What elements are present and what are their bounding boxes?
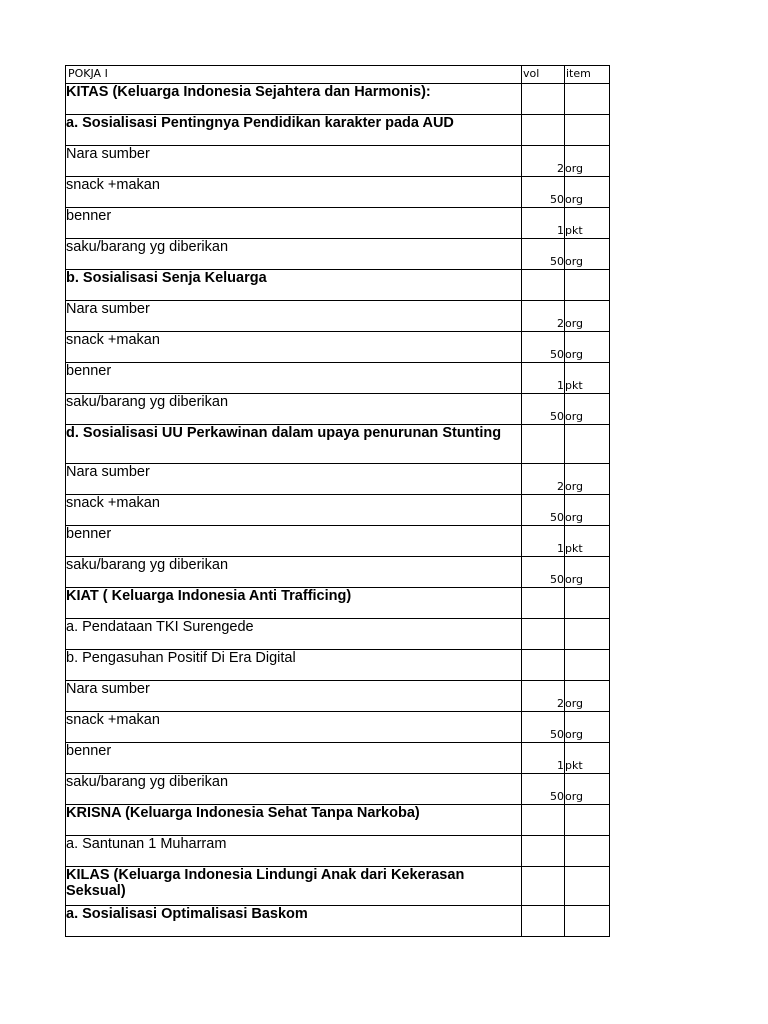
row-description[interactable]: benner: [66, 208, 522, 239]
row-vol[interactable]: 2: [522, 681, 565, 712]
row-item[interactable]: [565, 425, 610, 464]
row-item[interactable]: org: [565, 681, 610, 712]
row-vol[interactable]: 2: [522, 464, 565, 495]
table-row: [66, 425, 610, 464]
row-vol[interactable]: 2: [522, 146, 565, 177]
row-item[interactable]: [565, 115, 610, 146]
row-item[interactable]: pkt: [565, 363, 610, 394]
row-vol[interactable]: 1: [522, 363, 565, 394]
table-body: [66, 66, 610, 937]
row-vol[interactable]: 1: [522, 743, 565, 774]
row-description[interactable]: saku/barang yg diberikan: [66, 394, 522, 425]
budget-table: [65, 65, 610, 937]
table-row: [66, 712, 610, 743]
row-description[interactable]: saku/barang yg diberikan: [66, 557, 522, 588]
table-row: [66, 495, 610, 526]
row-vol[interactable]: [522, 588, 565, 619]
row-description[interactable]: snack +makan: [66, 712, 522, 743]
row-description[interactable]: saku/barang yg diberikan: [66, 774, 522, 805]
row-description[interactable]: Nara sumber: [66, 681, 522, 712]
table-row: [66, 906, 610, 937]
row-vol[interactable]: 50: [522, 394, 565, 425]
row-vol[interactable]: [522, 115, 565, 146]
table-row: [66, 836, 610, 867]
row-vol[interactable]: [522, 805, 565, 836]
row-vol[interactable]: [522, 836, 565, 867]
row-vol[interactable]: 50: [522, 239, 565, 270]
row-description[interactable]: Nara sumber: [66, 464, 522, 495]
table-row: [66, 146, 610, 177]
row-item[interactable]: org: [565, 712, 610, 743]
row-item[interactable]: org: [565, 464, 610, 495]
row-item[interactable]: pkt: [565, 526, 610, 557]
row-item[interactable]: pkt: [565, 208, 610, 239]
table-row: [66, 301, 610, 332]
table-row: [66, 588, 610, 619]
row-description[interactable]: benner: [66, 743, 522, 774]
row-item[interactable]: org: [565, 495, 610, 526]
table-row: [66, 464, 610, 495]
row-item[interactable]: org: [565, 301, 610, 332]
row-item[interactable]: org: [565, 557, 610, 588]
row-description[interactable]: a. Pendataan TKI Surengede: [66, 619, 522, 650]
row-description[interactable]: saku/barang yg diberikan: [66, 239, 522, 270]
row-vol[interactable]: 1: [522, 208, 565, 239]
row-item[interactable]: [565, 836, 610, 867]
table-row: [66, 239, 610, 270]
row-item[interactable]: [565, 650, 610, 681]
table-row: [66, 115, 610, 146]
row-vol[interactable]: [522, 906, 565, 937]
row-vol[interactable]: 2: [522, 301, 565, 332]
table-row: [66, 650, 610, 681]
row-description[interactable]: snack +makan: [66, 332, 522, 363]
table-row: [66, 867, 610, 906]
row-vol[interactable]: 50: [522, 332, 565, 363]
table-row: [66, 619, 610, 650]
row-item[interactable]: org: [565, 146, 610, 177]
header-row: [66, 66, 610, 84]
row-vol[interactable]: [522, 867, 565, 906]
table-row: [66, 805, 610, 836]
row-item[interactable]: [565, 270, 610, 301]
table-row: [66, 332, 610, 363]
row-description[interactable]: Nara sumber: [66, 146, 522, 177]
table-row: [66, 208, 610, 239]
row-vol[interactable]: [522, 619, 565, 650]
row-item[interactable]: [565, 588, 610, 619]
row-description[interactable]: Nara sumber: [66, 301, 522, 332]
row-description[interactable]: benner: [66, 526, 522, 557]
row-description[interactable]: benner: [66, 363, 522, 394]
table-row: [66, 177, 610, 208]
row-item[interactable]: org: [565, 394, 610, 425]
row-vol[interactable]: 50: [522, 495, 565, 526]
row-vol[interactable]: 50: [522, 774, 565, 805]
row-description[interactable]: snack +makan: [66, 177, 522, 208]
row-item[interactable]: org: [565, 332, 610, 363]
row-item[interactable]: [565, 805, 610, 836]
row-item[interactable]: org: [565, 774, 610, 805]
row-item[interactable]: org: [565, 177, 610, 208]
table-row: [66, 526, 610, 557]
table-row: [66, 681, 610, 712]
row-vol[interactable]: [522, 425, 565, 464]
table-row: [66, 394, 610, 425]
row-item[interactable]: [565, 619, 610, 650]
table-row: [66, 270, 610, 301]
row-vol[interactable]: [522, 650, 565, 681]
row-description[interactable]: d. Sosialisasi UU Perkawinan dalam upaya penurunan Stunting: [66, 425, 522, 464]
row-description[interactable]: a. Sosialisasi Optimalisasi Baskom: [66, 906, 522, 937]
row-description[interactable]: a. Sosialisasi Pentingnya Pendidikan karakter pada AUD: [66, 115, 522, 146]
header-title[interactable]: POKJA I: [66, 66, 522, 84]
header-vol[interactable]: vol: [522, 66, 565, 84]
row-description[interactable]: snack +makan: [66, 495, 522, 526]
table-row: [66, 557, 610, 588]
row-item[interactable]: pkt: [565, 743, 610, 774]
row-description[interactable]: KITAS (Keluarga Indonesia Sejahtera dan Harmonis):: [66, 84, 522, 115]
row-vol[interactable]: 50: [522, 177, 565, 208]
row-vol[interactable]: [522, 84, 565, 115]
row-description[interactable]: KILAS (Keluarga Indonesia Lindungi Anak dari Kekerasan Seksual): [66, 867, 522, 906]
row-vol[interactable]: 50: [522, 712, 565, 743]
row-description[interactable]: KRISNA (Keluarga Indonesia Sehat Tanpa Narkoba): [66, 805, 522, 836]
table-row: [66, 84, 610, 115]
row-description[interactable]: a. Santunan 1 Muharram: [66, 836, 522, 867]
header-item[interactable]: item: [565, 66, 610, 84]
row-item[interactable]: org: [565, 239, 610, 270]
row-item[interactable]: [565, 867, 610, 906]
table-row: [66, 743, 610, 774]
row-description[interactable]: b. Pengasuhan Positif Di Era Digital: [66, 650, 522, 681]
row-description[interactable]: KIAT ( Keluarga Indonesia Anti Trafficing): [66, 588, 522, 619]
table-row: [66, 363, 610, 394]
row-vol[interactable]: 1: [522, 526, 565, 557]
row-description[interactable]: b. Sosialisasi Senja Keluarga: [66, 270, 522, 301]
table-row: [66, 774, 610, 805]
row-vol[interactable]: 50: [522, 557, 565, 588]
row-item[interactable]: [565, 84, 610, 115]
row-vol[interactable]: [522, 270, 565, 301]
row-item[interactable]: [565, 906, 610, 937]
